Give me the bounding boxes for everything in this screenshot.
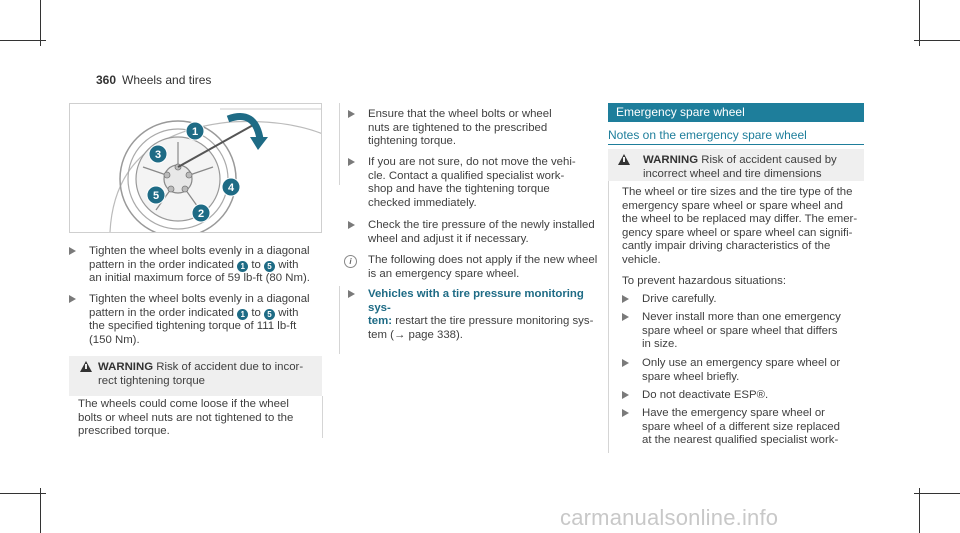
paragraph-line: emergency spare wheel or spare wheel and bbox=[622, 199, 843, 212]
warning-body-text: bolts or wheel nuts are not tightened to the bbox=[78, 411, 294, 424]
warning-text: incorrect wheel and tire dimensions bbox=[643, 167, 822, 180]
crop-mark bbox=[914, 40, 960, 41]
step-text: with bbox=[275, 306, 299, 319]
warning-body bbox=[78, 398, 322, 439]
section-banner: Emergency spare wheel bbox=[608, 103, 864, 122]
step-text: Never install more than one emergency bbox=[642, 311, 841, 323]
step-text: Have the emergency spare wheel or bbox=[642, 407, 825, 419]
crop-mark bbox=[919, 488, 920, 533]
step-text: (150 Nm). bbox=[89, 333, 140, 346]
step-text bbox=[89, 307, 322, 321]
step-arrow-icon bbox=[622, 409, 629, 417]
callout-1: 1 bbox=[191, 126, 199, 138]
warning-icon bbox=[80, 361, 92, 372]
warning-header bbox=[643, 154, 863, 181]
instruction-step bbox=[622, 293, 864, 307]
instruction-step bbox=[622, 357, 864, 384]
step-arrow-icon bbox=[69, 247, 76, 255]
step-arrow-icon bbox=[348, 158, 355, 166]
step-arrow-icon bbox=[622, 359, 629, 367]
info-note bbox=[368, 254, 603, 281]
paragraph-line: the wheel to be replaced may differ. The emer- bbox=[622, 213, 858, 226]
warning-body-text: prescribed torque. bbox=[78, 425, 170, 438]
step-text: with bbox=[275, 258, 299, 271]
warning-text: Risk of accident due to incor- bbox=[156, 361, 304, 373]
wheel-bolt-figure bbox=[69, 103, 322, 233]
page-header bbox=[96, 73, 211, 87]
instruction-step bbox=[622, 407, 864, 448]
instruction-step bbox=[348, 288, 598, 342]
step-heading: tem: bbox=[368, 315, 393, 328]
step-text: pattern in the order indicated bbox=[89, 306, 238, 319]
step-text: tightening torque. bbox=[368, 135, 457, 148]
instruction-step bbox=[348, 219, 598, 246]
crop-mark bbox=[0, 40, 46, 41]
step-text bbox=[368, 315, 598, 329]
warning-title: WARNING bbox=[98, 361, 154, 373]
callout-5: 5 bbox=[152, 190, 160, 202]
warning-text: Risk of accident caused by bbox=[701, 154, 837, 166]
callout-4: 4 bbox=[227, 182, 235, 194]
paragraph-line: vehicle. bbox=[622, 253, 661, 266]
prevent-text: To prevent hazardous situations: bbox=[622, 275, 786, 287]
instruction-step bbox=[622, 389, 864, 403]
page-reference-link[interactable]: tem (→ page 338). bbox=[368, 328, 463, 341]
step-text: Drive carefully. bbox=[642, 293, 717, 305]
column-divider bbox=[322, 396, 323, 438]
callout-badge: 1 bbox=[237, 309, 248, 320]
warning-paragraph bbox=[622, 186, 864, 268]
crop-mark bbox=[0, 493, 46, 494]
info-icon: i bbox=[344, 255, 357, 268]
instruction-step bbox=[69, 245, 322, 286]
info-text: The following does not apply if the new wheel bbox=[368, 254, 598, 266]
instruction-step bbox=[622, 311, 864, 352]
step-text: spare wheel or spare wheel that differs bbox=[642, 324, 838, 337]
step-arrow-icon bbox=[348, 110, 355, 118]
step-text: pattern in the order indicated bbox=[89, 258, 238, 271]
watermark: carmanualsonline.info bbox=[560, 505, 779, 530]
step-text: Ensure that the wheel bolts or wheel bbox=[368, 108, 552, 120]
step-text: in size. bbox=[642, 338, 678, 351]
callout-badge: 5 bbox=[264, 261, 275, 272]
step-text: restart the tire pressure monitoring sys- bbox=[392, 315, 594, 328]
step-arrow-icon bbox=[622, 313, 629, 321]
step-text: to bbox=[248, 306, 265, 319]
step-text: at the nearest qualified specialist work- bbox=[642, 434, 839, 447]
step-text bbox=[89, 259, 322, 273]
step-text: Tighten the wheel bolts evenly in a diagonal bbox=[89, 293, 310, 305]
step-text: Tighten the wheel bolts evenly in a diagonal bbox=[89, 245, 310, 257]
step-text: Only use an emergency spare wheel or bbox=[642, 357, 841, 369]
step-text: the specified tightening torque of 111 lb-ft bbox=[89, 320, 297, 333]
page-number: 360 bbox=[96, 73, 117, 87]
step-text: spare wheel briefly. bbox=[642, 370, 740, 383]
step-text: checked immediately. bbox=[368, 196, 477, 209]
step-arrow-icon bbox=[69, 295, 76, 303]
warning-title: WARNING bbox=[643, 154, 699, 166]
step-text: nuts are tightened to the prescribed bbox=[368, 121, 548, 134]
step-text: Check the tire pressure of the newly installed bbox=[368, 219, 595, 231]
warning-text: rect tightening torque bbox=[98, 374, 206, 387]
step-arrow-icon bbox=[348, 290, 355, 298]
step-text: an initial maximum force of 59 lb-ft (80 Nm). bbox=[89, 272, 310, 285]
paragraph-line: gency spare wheel or spare wheel can signifi- bbox=[622, 226, 853, 239]
subsection-heading: Notes on the emergency spare wheel bbox=[608, 128, 864, 145]
crop-mark bbox=[914, 493, 960, 494]
column-divider bbox=[608, 181, 609, 453]
warning-body-text: The wheels could come loose if the wheel bbox=[78, 398, 289, 410]
step-text: Do not deactivate ESP®. bbox=[642, 389, 769, 401]
column-divider bbox=[339, 103, 340, 185]
callout-badge: 1 bbox=[237, 261, 248, 272]
step-text: wheel and adjust it if necessary. bbox=[368, 232, 529, 245]
callout-3: 3 bbox=[154, 149, 162, 161]
paragraph-line: The wheel or tire sizes and the tire type of the bbox=[622, 186, 853, 198]
callout-badge: 5 bbox=[264, 309, 275, 320]
paragraph-line: cantly impair driving characteristics of the bbox=[622, 240, 831, 253]
step-arrow-icon bbox=[348, 221, 355, 229]
instruction-step bbox=[69, 293, 322, 347]
section-title: Wheels and tires bbox=[122, 73, 212, 87]
step-text: spare wheel of a different size replaced bbox=[642, 420, 840, 433]
step-heading: Vehicles with a tire pressure monitoring sys- bbox=[368, 288, 584, 314]
column-divider bbox=[339, 286, 340, 354]
step-text: If you are not sure, do not move the vehi- bbox=[368, 156, 576, 168]
crop-mark bbox=[40, 488, 41, 533]
instruction-step bbox=[348, 108, 598, 149]
step-arrow-icon bbox=[622, 295, 629, 303]
callout-2: 2 bbox=[197, 208, 205, 220]
step-text: to bbox=[248, 258, 265, 271]
info-text: is an emergency spare wheel. bbox=[368, 267, 520, 280]
wheel-illustration bbox=[70, 104, 322, 233]
warning-icon bbox=[618, 154, 630, 165]
step-text: shop and have the tightening torque bbox=[368, 183, 550, 196]
step-text: cle. Contact a qualified specialist work- bbox=[368, 169, 565, 182]
warning-header bbox=[98, 361, 318, 388]
step-arrow-icon bbox=[622, 391, 629, 399]
instruction-step bbox=[348, 156, 598, 210]
